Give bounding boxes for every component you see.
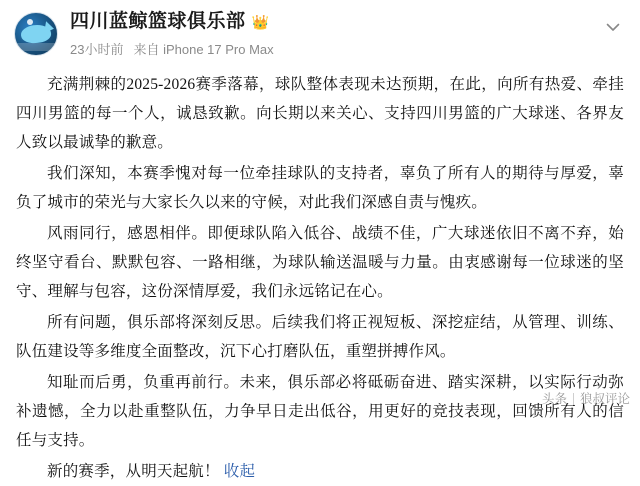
avatar[interactable] [14,12,58,56]
post-source: 来自 iPhone 17 Pro Max [133,42,274,57]
watermark [542,389,630,407]
post-header [0,0,640,58]
post-meta [70,42,626,58]
avatar-spout-shape [27,19,33,25]
watermark-platform: 头条 [541,392,567,406]
post-time: 23小时前 [70,42,124,57]
chevron-down-icon[interactable] [602,16,624,38]
post-paragraph: 充满荆棘的2025-2026赛季落幕，球队整体表现未达预期，在此，向所有热爱、牵挂四川男篮的每一个人，诚恳致歉。向长期以来关心、支持四川男篮的广大球迷、各界友人致以最诚挚的歉意。 [16,76,624,151]
post-paragraph: 我们深知，本赛季愧对每一位牵挂球队的支持者，辜负了所有人的期待与厚爱，辜负了城市的荣光与大家长久以来的守候，对此我们深感自责与愧疚。 [16,165,624,211]
watermark-author: 狼叔评论 [579,392,630,406]
collapse-button[interactable]: 收起 [223,463,256,480]
watermark-divider [573,393,574,404]
account-block [70,10,626,58]
account-name[interactable]: 四川蓝鲸篮球俱乐部 [70,11,246,32]
post-final-line [16,457,624,486]
final-line-text: 新的赛季，从明天起航！ [47,463,220,480]
crown-icon: 👑 [251,14,269,30]
whale-avatar-icon [14,12,58,56]
post-paragraph: 所有问题，俱乐部将深刻反思。后续我们将正视短板、深挖症结，从管理、训练、队伍建设等多维度全面整改，沉下心打磨队伍，重塑拼搏作风。 [16,314,624,360]
avatar-band-shape [15,43,57,51]
post-paragraph: 知耻而后勇，负重再前行。未来，俱乐部必将砥砺奋进、踏实深耕，以实际行动弥补遗憾，全力以赴重整队伍，力争早日走出低谷，用更好的竞技表现，回馈所有人的信任与支持。 [16,374,624,449]
post-paragraph: 风雨同行，感恩相伴。即便球队陷入低谷、战绩不佳，广大球迷依旧不离不弃，始终坚守看台、默默包容、一路相继，为球队输送温暖与力量。由衷感谢每一位球迷的坚守、理解与包容，这份深情厚爱，我们永远铭记在心。 [16,225,624,300]
avatar-whale-tail-shape [44,21,55,34]
post-content [0,58,640,486]
account-name-row [70,10,626,34]
